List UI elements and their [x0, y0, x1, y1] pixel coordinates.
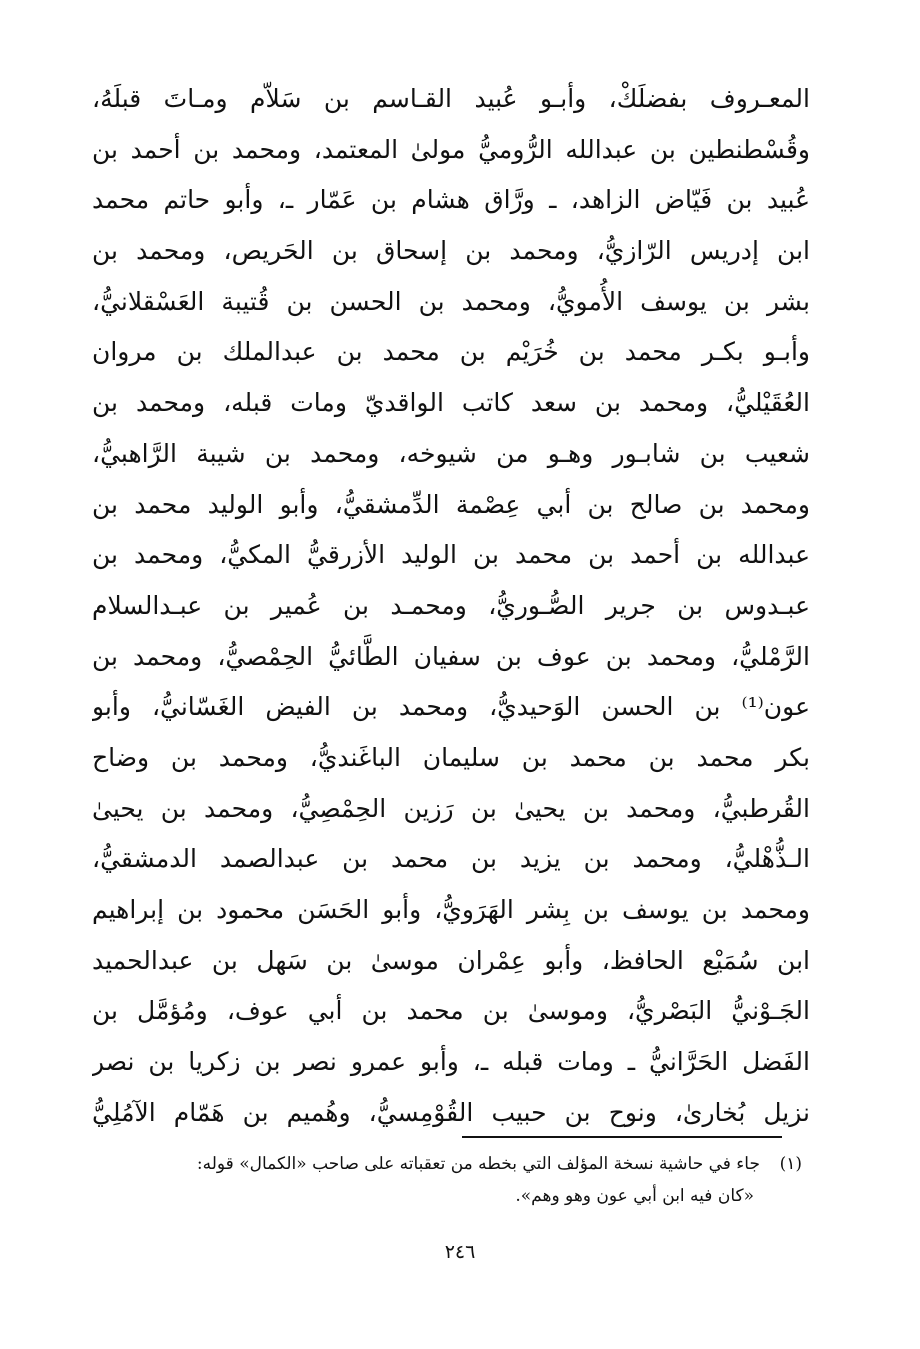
text-line: القُرطبيُّ، ومحمد بن يحيىٰ بن رَزين الحِمْصِيُّ، ومحمد بن يحيىٰ — [92, 793, 810, 823]
text-line: وقُسْطنطين بن عبدالله الرُّوميُّ مولىٰ المعتمد، ومحمد بن أحمد بن — [92, 134, 810, 164]
text-line: ومحمد بن يوسف بن بِشر الهَرَويُّ، وأبو الحَسَن محمود بن إبراهيم — [92, 895, 810, 924]
text-line: بكر محمد بن محمد بن سليمان الباغَنديُّ، ومحمد بن وضاح — [92, 742, 810, 772]
text-line: بشر بن يوسف الأُمويُّ، ومحمد بن الحسن بن قُتيبة العَسْقلانيُّ، — [92, 286, 810, 316]
text-line: عبدالله بن أحمد بن محمد بن الوليد الأزرقيُّ المكيُّ، ومحمد بن — [92, 540, 810, 570]
footnote-continuation: «كان فيه ابن أبي عون وهو وهم». — [515, 1186, 754, 1206]
text-line: وأبـو بكـر محمد بن خُرَيْم بن محمد بن عبدالملك بن مروان — [92, 337, 810, 367]
text-line: عُبيد بن فَيّاض الزاهد، ـ ورَّاق هشام بن عَمّار ـ، وأبو حاتم محمد — [92, 185, 810, 215]
main-text-block — [92, 74, 810, 1138]
text-line: ومحمد بن صالح بن أبي عِصْمة الدِّمشقيُّ، وأبو الوليد محمد بن — [92, 489, 810, 519]
text-line: ابن إدريس الرّازيُّ، ومحمد بن إسحاق بن الحَريص، ومحمد بن — [92, 236, 810, 266]
text-line: ابن سُمَيْع الحافظ، وأبو عِمْران موسىٰ بن سَهل بن عبدالحميد — [92, 945, 810, 975]
text-line: الرَّمْليُّ، ومحمد بن عوف بن سفيان الطَّائيُّ الحِمْصيُّ، ومحمد بن — [92, 641, 810, 671]
page-number: ٢٤٦ — [444, 1241, 476, 1263]
footnote-line — [92, 1148, 802, 1180]
text-line: الجَـوْنيُّ البَصْريُّ، وموسىٰ بن محمد بن أبي عوف، ومُؤمَّل بن — [92, 996, 810, 1026]
text-line: نزيل بُخارىٰ، ونوح بن حبيب القُوْمِسيُّ، وهُميم بن هَمّام الآمُلِيُّ — [92, 1097, 810, 1127]
text-line: العُقَيْليُّ، ومحمد بن سعد كاتب الواقديّ ومات قبله، ومحمد بن — [92, 388, 810, 418]
footnote-separator — [462, 1136, 782, 1138]
text-line: الفَضل الحَرَّانيُّ ـ ومات قبله ـ، وأبو عمرو نصر بن زكريا بن نصر — [92, 1047, 810, 1077]
footnote-block — [92, 1148, 802, 1212]
footnote-marker: (١) — [779, 1154, 802, 1174]
text-line: عبـدوس بن جرير الصُّـوريُّ، ومحمـد بن عُمير بن عبـدالسلام — [92, 590, 810, 620]
text-line: عون⁽¹⁾ بن الحسن الوَحيديُّ، ومحمد بن الفيض الغَسّانيُّ، وأبو — [92, 692, 810, 722]
text-line: شعيب بن شابـور وهـو من شيوخه، ومحمد بن شيبة الرَّاهبيُّ، — [92, 438, 810, 468]
text-line: المعـروف بفضلَكْ، وأبـو عُبيد القـاسم بن سَلاّم ومـاتَ قبلَهُ، — [92, 84, 810, 113]
footnote-text: جاء في حاشية نسخة المؤلف التي بخطه من تعقباته على صاحب «الكمال» قوله: — [196, 1154, 760, 1174]
text-line: الـذُّهْليُّ، ومحمد بن يزيد بن محمد بن عبدالصمد الدمشقيُّ، — [92, 844, 810, 874]
